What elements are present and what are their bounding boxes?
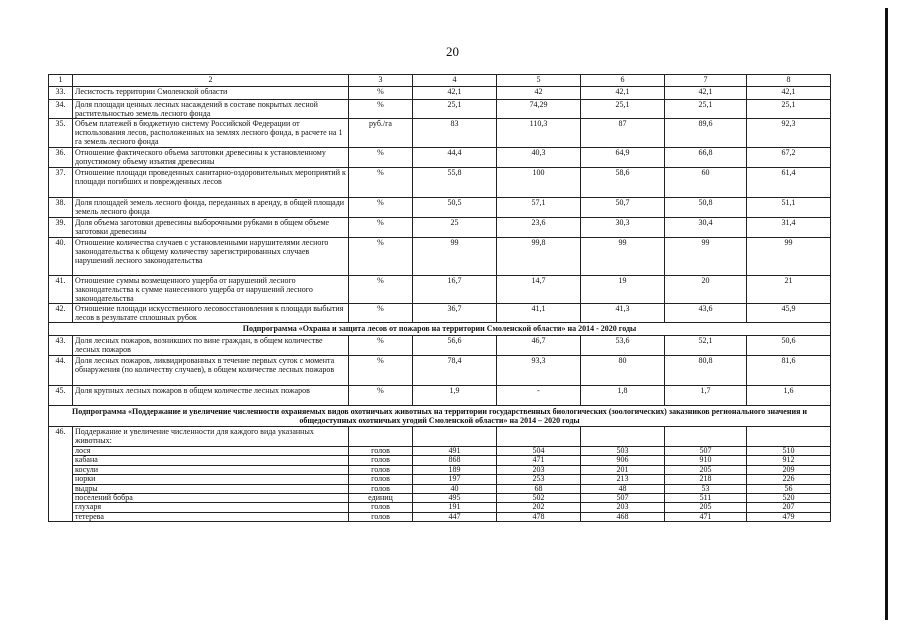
indicator-unit: % [349, 238, 413, 276]
animal-unit: голов [349, 484, 413, 493]
indicator-value: 25,1 [581, 100, 665, 119]
row-number: 34. [49, 100, 73, 119]
animal-value: 868 [413, 456, 497, 465]
indicator-value: 42,1 [413, 87, 497, 100]
indicator-value: 93,3 [497, 356, 581, 386]
indicator-value: 99 [665, 238, 747, 276]
indicator-row [49, 119, 831, 148]
indicator-value: 50,6 [747, 336, 831, 356]
animal-name: норки [73, 475, 349, 484]
indicator-unit: % [349, 304, 413, 323]
indicator-value: 40,3 [497, 148, 581, 168]
animal-value: 910 [665, 456, 747, 465]
indicator-value: 25,1 [413, 100, 497, 119]
indicator-value: 31,4 [747, 218, 831, 238]
indicators-table [48, 74, 831, 522]
animal-value: 205 [665, 465, 747, 474]
indicator-row [49, 198, 831, 218]
animal-row [49, 503, 831, 512]
animal-row [49, 484, 831, 493]
indicator-value: 46,7 [497, 336, 581, 356]
animal-row [49, 456, 831, 465]
header-cell: 1 [49, 75, 73, 87]
animal-value: 205 [665, 503, 747, 512]
animal-value: 203 [581, 503, 665, 512]
indicator-row [49, 336, 831, 356]
page-edge-bar [885, 8, 888, 620]
animal-value: 213 [581, 475, 665, 484]
indicator-row [49, 168, 831, 198]
animal-unit: единиц [349, 494, 413, 503]
indicator-name: Доля лесных пожаров, возникших по вине граждан, в общем количестве лесных пожаров [73, 336, 349, 356]
indicator-value: 99 [581, 238, 665, 276]
animal-value: 226 [747, 475, 831, 484]
animal-value: 207 [747, 503, 831, 512]
animal-value: 48 [581, 484, 665, 493]
animal-unit: голов [349, 465, 413, 474]
indicator-value: 89,6 [665, 119, 747, 148]
indicator-value: 20 [665, 276, 747, 304]
indicator-row [49, 238, 831, 276]
indicator-value: 83 [413, 119, 497, 148]
animal-value: 503 [581, 447, 665, 456]
animal-row [49, 512, 831, 521]
indicator-value: 57,1 [497, 198, 581, 218]
indicator-unit: % [349, 276, 413, 304]
indicator-value: 74,29 [497, 100, 581, 119]
indicator-value: 52,1 [665, 336, 747, 356]
animal-name: глухаря [73, 503, 349, 512]
indicator-value: 43,6 [665, 304, 747, 323]
animal-value: 511 [665, 494, 747, 503]
header-cell: 2 [73, 75, 349, 87]
empty-cell [413, 427, 497, 447]
animal-value: 447 [413, 512, 497, 521]
animal-value: 468 [581, 512, 665, 521]
indicator-value: 41,1 [497, 304, 581, 323]
indicator-value: 14,7 [497, 276, 581, 304]
indicator-name: Отношение фактического объема заготовки древесины к установленному допустимому объему изъятия древесины [73, 148, 349, 168]
indicator-value: 16,7 [413, 276, 497, 304]
indicator-name: Доля лесных пожаров, ликвидированных в течение первых суток с момента обнаружения (по количеству случаев), в общем количестве лесных пожаров [73, 356, 349, 386]
indicator-value: 60 [665, 168, 747, 198]
subprogram-row [49, 406, 831, 427]
indicator-value: 80 [581, 356, 665, 386]
indicator-name: Лесистость территории Смоленской области [73, 87, 349, 100]
indicator-name: Объем платежей в бюджетную систему Российской Федерации от использования лесов, расположенных на землях лесного фонда, в расчете на 1 га земель лесного фонда [73, 119, 349, 148]
indicator-unit: % [349, 336, 413, 356]
row-number: 41. [49, 276, 73, 304]
header-cell: 5 [497, 75, 581, 87]
row-number: 40. [49, 238, 73, 276]
animal-unit: голов [349, 512, 413, 521]
indicator-value: 21 [747, 276, 831, 304]
indicator-value: 66,8 [665, 148, 747, 168]
indicator-value: 41,3 [581, 304, 665, 323]
indicator-value: 25 [413, 218, 497, 238]
indicator-value: 44,4 [413, 148, 497, 168]
header-cell: 7 [665, 75, 747, 87]
animal-value: 209 [747, 465, 831, 474]
indicator-value: 67,2 [747, 148, 831, 168]
animal-value: 502 [497, 494, 581, 503]
empty-cell [665, 427, 747, 447]
animal-unit: голов [349, 503, 413, 512]
indicator-value: 50,8 [665, 198, 747, 218]
animal-value: 906 [581, 456, 665, 465]
indicator-value: 56,6 [413, 336, 497, 356]
indicator-value: 50,7 [581, 198, 665, 218]
indicator-unit: % [349, 100, 413, 119]
animal-value: 53 [665, 484, 747, 493]
indicator-unit: % [349, 356, 413, 386]
indicator-name: Доля крупных лесных пожаров в общем количестве лесных пожаров [73, 386, 349, 406]
indicator-row [49, 87, 831, 100]
indicator-value: 1,9 [413, 386, 497, 406]
indicator-unit: % [349, 386, 413, 406]
indicator-row [49, 427, 831, 447]
indicator-unit: % [349, 87, 413, 100]
indicator-row [49, 276, 831, 304]
indicator-value: 99 [747, 238, 831, 276]
indicator-value: 50,5 [413, 198, 497, 218]
indicator-value: 64,9 [581, 148, 665, 168]
indicator-value: 42,1 [581, 87, 665, 100]
animal-value: 68 [497, 484, 581, 493]
indicator-row [49, 356, 831, 386]
row-number: 45. [49, 386, 73, 406]
indicator-unit: % [349, 198, 413, 218]
header-cell: 6 [581, 75, 665, 87]
header-cell: 4 [413, 75, 497, 87]
empty-cell [497, 427, 581, 447]
animal-value: 520 [747, 494, 831, 503]
animal-row [49, 475, 831, 484]
indicator-row [49, 218, 831, 238]
indicator-value: 100 [497, 168, 581, 198]
animal-row [49, 465, 831, 474]
animal-value: 201 [581, 465, 665, 474]
indicator-value: 23,6 [497, 218, 581, 238]
empty-cell [747, 427, 831, 447]
indicator-value: 51,1 [747, 198, 831, 218]
indicator-value: 42,1 [665, 87, 747, 100]
animal-name: поселений бобра [73, 494, 349, 503]
animal-name: лося [73, 447, 349, 456]
indicator-value: 30,4 [665, 218, 747, 238]
animal-value: 189 [413, 465, 497, 474]
animal-unit: голов [349, 456, 413, 465]
animal-value: 197 [413, 475, 497, 484]
indicator-unit: % [349, 148, 413, 168]
indicator-value: 42 [497, 87, 581, 100]
indicator-value: 58,6 [581, 168, 665, 198]
row-number: 44. [49, 356, 73, 386]
animal-name: выдры [73, 484, 349, 493]
indicator-value: 19 [581, 276, 665, 304]
indicator-value: 55,8 [413, 168, 497, 198]
animal-value: 253 [497, 475, 581, 484]
indicator-row [49, 386, 831, 406]
indicator-value: 110,3 [497, 119, 581, 148]
indicator-value: 78,4 [413, 356, 497, 386]
row-number: 36. [49, 148, 73, 168]
indicator-value: 61,4 [747, 168, 831, 198]
row-number: 46. [49, 427, 73, 522]
animal-name: косули [73, 465, 349, 474]
animal-value: 203 [497, 465, 581, 474]
animal-value: 56 [747, 484, 831, 493]
indicator-value: 99,8 [497, 238, 581, 276]
animal-value: 479 [747, 512, 831, 521]
animal-row [49, 447, 831, 456]
animal-value: 507 [581, 494, 665, 503]
animal-value: 507 [665, 447, 747, 456]
empty-cell [349, 427, 413, 447]
indicator-value: - [497, 386, 581, 406]
animal-value: 491 [413, 447, 497, 456]
animal-value: 202 [497, 503, 581, 512]
indicator-unit: % [349, 168, 413, 198]
indicator-unit: % [349, 218, 413, 238]
header-cell: 8 [747, 75, 831, 87]
indicator-value: 1,8 [581, 386, 665, 406]
animal-value: 218 [665, 475, 747, 484]
animal-value: 504 [497, 447, 581, 456]
indicator-value: 45,9 [747, 304, 831, 323]
header-row [49, 75, 831, 87]
indicator-value: 1,6 [747, 386, 831, 406]
indicator-name: Отношение площади проведенных санитарно-оздоровительных мероприятий к площади погибших и поврежденных лесов [73, 168, 349, 198]
page-number: 20 [446, 44, 459, 59]
indicator-value: 42,1 [747, 87, 831, 100]
indicator-value: 92,3 [747, 119, 831, 148]
animal-name: кабана [73, 456, 349, 465]
indicator-value: 36,7 [413, 304, 497, 323]
indicator-value: 30,3 [581, 218, 665, 238]
indicator-unit: руб./га [349, 119, 413, 148]
row-number: 42. [49, 304, 73, 323]
indicators-table-body [49, 75, 831, 522]
indicator-name: Доля площади ценных лесных насаждений в составе покрытых лесной растительностью земель лесного фонда [73, 100, 349, 119]
row-number: 39. [49, 218, 73, 238]
indicator-row [49, 304, 831, 323]
row-number: 38. [49, 198, 73, 218]
indicator-name: Доля площадей земель лесного фонда, переданных в аренду, в общей площади земель лесного фонда [73, 198, 349, 218]
indicator-name: Отношение суммы возмещенного ущерба от нарушений лесного законодательства к сумме нанесенного ущерба от нарушений лесного законодательства [73, 276, 349, 304]
indicator-value: 25,1 [665, 100, 747, 119]
row-number: 37. [49, 168, 73, 198]
indicator-name: Отношение площади искусственного лесовосстановления к площади выбытия лесов в результате сплошных рубок [73, 304, 349, 323]
indicator-name: Поддержание и увеличение численности для каждого вида указанных животных: [73, 427, 349, 447]
animal-value: 912 [747, 456, 831, 465]
row-number: 33. [49, 87, 73, 100]
subprogram-title: Подпрограмма «Охрана и защита лесов от пожаров на территории Смоленской области» на 2014 - 2020 годы [49, 323, 831, 336]
indicator-name: Доля объема заготовки древесины выборочными рубками в общем объеме заготовки древесины [73, 218, 349, 238]
header-cell: 3 [349, 75, 413, 87]
animal-value: 478 [497, 512, 581, 521]
indicator-value: 99 [413, 238, 497, 276]
indicator-value: 87 [581, 119, 665, 148]
animal-name: тетерева [73, 512, 349, 521]
indicator-value: 25,1 [747, 100, 831, 119]
animal-value: 40 [413, 484, 497, 493]
row-number: 43. [49, 336, 73, 356]
animal-value: 471 [497, 456, 581, 465]
animal-value: 191 [413, 503, 497, 512]
animal-value: 471 [665, 512, 747, 521]
indicator-name: Отношение количества случаев с установленными нарушителями лесного законодательства к общему количеству зарегистрированных случаев нарушений лесного законодательства [73, 238, 349, 276]
empty-cell [581, 427, 665, 447]
subprogram-row [49, 323, 831, 336]
animal-value: 495 [413, 494, 497, 503]
indicator-value: 80,8 [665, 356, 747, 386]
indicator-row [49, 100, 831, 119]
indicator-value: 53,6 [581, 336, 665, 356]
indicator-row [49, 148, 831, 168]
indicator-value: 1,7 [665, 386, 747, 406]
animal-value: 510 [747, 447, 831, 456]
subprogram-title: Подпрограмма «Поддержание и увеличение численности охраняемых видов охотничьих животных на территории государственных биологических (зоологических) заказников регионального значения и общедоступных охотничьих угодий Смоленской области» на 2014 – 2020 годы [49, 406, 831, 427]
row-number: 35. [49, 119, 73, 148]
indicator-value: 81,6 [747, 356, 831, 386]
animal-unit: голов [349, 475, 413, 484]
animal-row [49, 494, 831, 503]
animal-unit: голов [349, 447, 413, 456]
